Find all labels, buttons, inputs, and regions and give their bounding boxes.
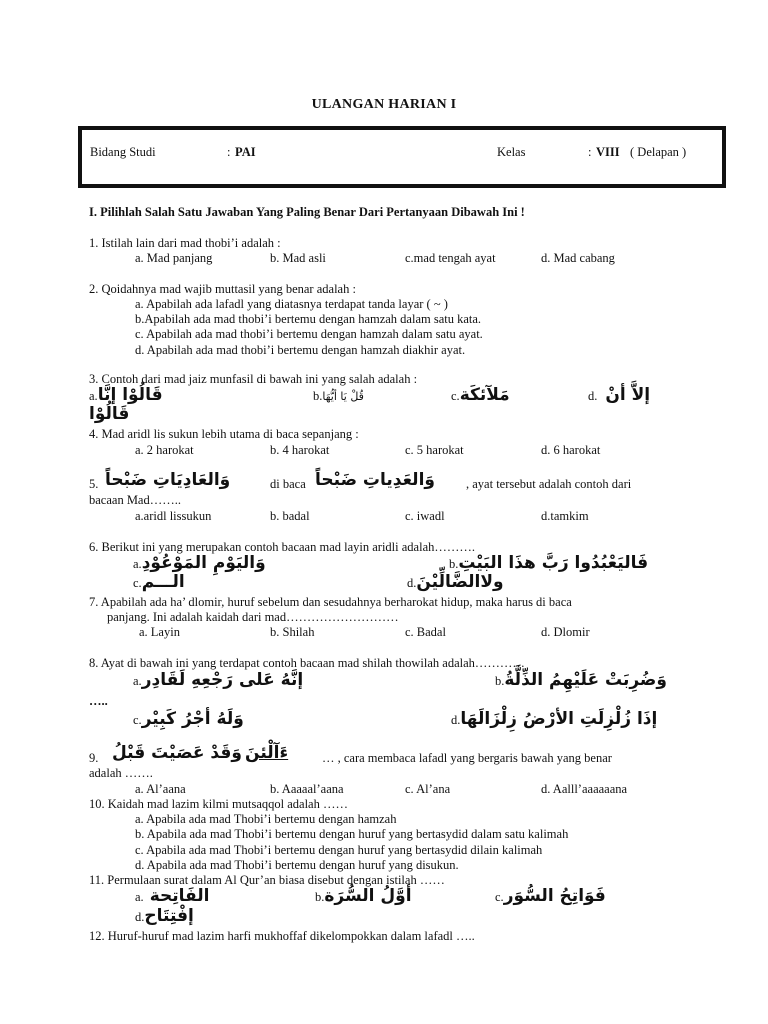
q8-b-arabic: وَضُرِبَتْ عَلَيْهِمُ الذِّلَّةُ <box>504 670 667 690</box>
q8-dots: ….. <box>89 694 108 708</box>
q4-option-b: b. 4 harokat <box>270 443 330 457</box>
q4-option-d: d. 6 harokat <box>541 443 601 457</box>
q9-option-c: c. Al’ana <box>405 782 451 796</box>
question-6: 6. Berikut ini yang merupakan contoh bacaan mad layin aridli adalah………. <box>89 540 475 554</box>
q9-number: 9. <box>89 751 99 765</box>
q9-option-a: a. Al’aana <box>135 782 186 796</box>
question-10: 10. Kaidah mad lazim kilmi mutsaqqol adalah …… <box>89 797 348 811</box>
q3-d-arabic: إلاَّ أنْ <box>605 385 651 405</box>
q3-a-prefix: a. <box>89 389 98 403</box>
q10-option-c: c. Apabila ada mad Thobi’i bertemu dengan huruf yang bertasydid dilain kalimah <box>135 843 543 857</box>
q5-number: 5. <box>89 477 99 491</box>
q6-option-b <box>449 553 648 573</box>
q5-tail-text: , ayat tersebut adalah contoh dari <box>466 477 632 491</box>
q3-continuation-arabic: قَالُوْا <box>89 404 130 424</box>
instruction: I. Pilihlah Salah Satu Jawaban Yang Paling Benar Dari Pertanyaan Dibawah Ini ! <box>89 205 525 219</box>
q6-d-arabic: ولاالضَّالِّيْنَ <box>416 572 504 592</box>
q6-b-prefix: b. <box>449 557 459 571</box>
question-7: 7. Apabilah ada ha’ dlomir, huruf sebelum dan sesudahnya berharokat hidup, maka harus di baca <box>89 595 572 609</box>
q11-c-prefix: c. <box>495 890 504 904</box>
q8-d-arabic: إذَا زُلْزِلَتِ الأرْضُ زِلْزَالَهَا <box>460 709 658 729</box>
question-4: 4. Mad aridl lis sukun lebih utama di baca sepanjang : <box>89 427 359 441</box>
q1-option-a: a. Mad panjang <box>135 251 213 265</box>
q5-option-a: a.aridl lissukun <box>135 509 212 523</box>
q8-c-arabic: وَلَهُ أجْرُ كَبِيْر <box>141 709 244 729</box>
question-3: 3. Contoh dari mad jaiz munfasil di bawah ini yang salah adalah : <box>89 372 418 386</box>
q5-arabic-2: وَالعَدِياتِ ضَبْحاً <box>315 470 435 490</box>
q8-option-a <box>133 670 303 690</box>
q6-c-prefix: c. <box>133 576 142 590</box>
question-11: 11. Permulaan surat dalam Al Qur’an biasa disebut dengan istilah …… <box>89 873 445 887</box>
q6-c-arabic: الـــم <box>141 572 185 592</box>
class-value: VIII <box>596 145 620 159</box>
q9-tail-text: … , cara membaca lafadl yang bergaris bawah yang benar <box>322 751 612 765</box>
question-1: 1. Istilah lain dari mad thobi’i adalah : <box>89 236 281 250</box>
q1-option-b: b. Mad asli <box>270 251 326 265</box>
q11-b-prefix: b. <box>315 890 325 904</box>
q10-option-d: d. Apabila ada mad Thobi’i bertemu dengan huruf yang disukun. <box>135 858 459 872</box>
q5-mid-text: di baca <box>270 477 306 491</box>
q3-c-prefix: c. <box>451 389 460 403</box>
class-separator: : <box>588 145 592 159</box>
q9-arabic-plain: وَقَدْ عَصَيْتَ قَبْلُ <box>112 743 242 763</box>
q6-b-arabic: فَاليَعْبُدُوا رَبَّ هذَا البَيْتِ <box>458 553 649 573</box>
q6-option-c <box>133 572 185 592</box>
q1-option-c: c.mad tengah ayat <box>405 251 496 265</box>
question-2: 2. Qoidahnya mad wajib muttasil yang benar adalah : <box>89 282 356 296</box>
subject-separator: : <box>227 145 231 159</box>
q11-a-arabic: الفَاتِحة <box>149 886 210 906</box>
q2-option-a: a. Apabilah ada lafadl yang diatasnya terdapat tanda layar ( ~ ) <box>135 297 448 311</box>
subject-label: Bidang Studi <box>90 145 156 159</box>
q3-b-prefix: b. <box>313 389 323 403</box>
q7-option-d: d. Dlomir <box>541 625 590 639</box>
q3-option-c <box>451 385 510 405</box>
q11-b-arabic: أوَّلُ السُّرَة <box>324 886 412 906</box>
q6-d-prefix: d. <box>407 576 417 590</box>
q6-a-arabic: وَاليَوْمِ المَوْعُوْدِ <box>141 553 266 573</box>
q8-a-arabic: إنَّهُ عَلى رَجْعِهِ لَقَادِر <box>141 670 304 690</box>
q10-option-a: a. Apabila ada mad Thobi’i bertemu dengan hamzah <box>135 812 397 826</box>
q10-option-b: b. Apabila ada mad Thobi’i bertemu dengan huruf yang bertasydid dalam satu kalimah <box>135 827 569 841</box>
q4-option-c: c. 5 harokat <box>405 443 464 457</box>
q9-arabic-underlined: ءَآلْئنَ <box>245 743 289 763</box>
class-label: Kelas <box>497 145 526 159</box>
q3-b-arabic: قُلْ يَا أيُّهَا <box>322 390 364 403</box>
q8-b-prefix: b. <box>495 674 505 688</box>
q1-option-d: d. Mad cabang <box>541 251 615 265</box>
q11-option-a <box>135 886 209 906</box>
q8-option-c <box>133 709 244 729</box>
q3-c-arabic: مَلآئكَة <box>459 385 510 405</box>
q3-option-d <box>588 385 650 405</box>
q5-option-d: d.tamkim <box>541 509 589 523</box>
q3-option-a <box>89 385 163 405</box>
q6-option-d <box>407 572 504 592</box>
q11-d-prefix: d. <box>135 910 145 924</box>
q9-option-b: b. Aaaaal’aana <box>270 782 344 796</box>
page-title: ULANGAN HARIAN I <box>311 97 457 112</box>
subject-value: PAI <box>235 145 256 159</box>
q9-option-d: d. Aalll’aaaaaana <box>541 782 628 796</box>
q4-option-a: a. 2 harokat <box>135 443 194 457</box>
q8-c-prefix: c. <box>133 713 142 727</box>
question-8: 8. Ayat di bawah ini yang terdapat contoh bacaan mad shilah thowilah adalah………… <box>89 656 525 670</box>
question-12: 12. Huruf-huruf mad lazim harfi mukhoffaf dikelompokkan dalam lafadl ….. <box>89 929 475 943</box>
q5-line-2: bacaan Mad…….. <box>89 493 181 507</box>
q9-arabic-phrase <box>112 743 288 763</box>
q5-arabic-1: وَالعَادِيَاتِ ضَبْحاً <box>105 470 231 490</box>
q6-a-prefix: a. <box>133 557 142 571</box>
q11-option-d <box>135 906 194 926</box>
q6-option-a <box>133 553 266 573</box>
q8-option-b <box>495 670 667 690</box>
q2-option-b: b.Apabilah ada mad thobi’i bertemu dengan hamzah dalam satu kata. <box>135 312 482 326</box>
q11-option-b <box>315 886 412 906</box>
q11-c-arabic: فَوَاتِحُ السُّوَر <box>503 886 606 906</box>
q5-option-c: c. iwadl <box>405 509 445 523</box>
q3-d-prefix: d. <box>588 389 598 403</box>
q7-option-a: a. Layin <box>139 625 180 639</box>
q11-option-c <box>495 886 606 906</box>
q3-a-arabic: قَالُوْا إنَّا <box>97 385 163 405</box>
q8-option-d <box>451 709 657 729</box>
class-detail: ( Delapan ) <box>630 145 687 159</box>
q9-line-2: adalah ……. <box>89 766 153 780</box>
q8-d-prefix: d. <box>451 713 461 727</box>
q2-option-c: c. Apabilah ada mad thobi’i bertemu dengan hamzah dalam satu ayat. <box>135 327 483 341</box>
q8-a-prefix: a. <box>133 674 142 688</box>
q7-option-b: b. Shilah <box>270 625 315 639</box>
q2-option-d: d. Apabilah ada mad thobi’i bertemu dengan hamzah diakhir ayat. <box>135 343 466 357</box>
q3-option-b <box>313 389 364 404</box>
question-7-line-2: panjang. Ini adalah kaidah dari mad……………………… <box>107 610 399 624</box>
q7-option-c: c. Badal <box>405 625 446 639</box>
q5-option-b: b. badal <box>270 509 310 523</box>
q11-a-prefix: a. <box>135 890 144 904</box>
header-box <box>78 126 726 188</box>
q11-d-arabic: إفْتِتَاح <box>144 906 194 926</box>
